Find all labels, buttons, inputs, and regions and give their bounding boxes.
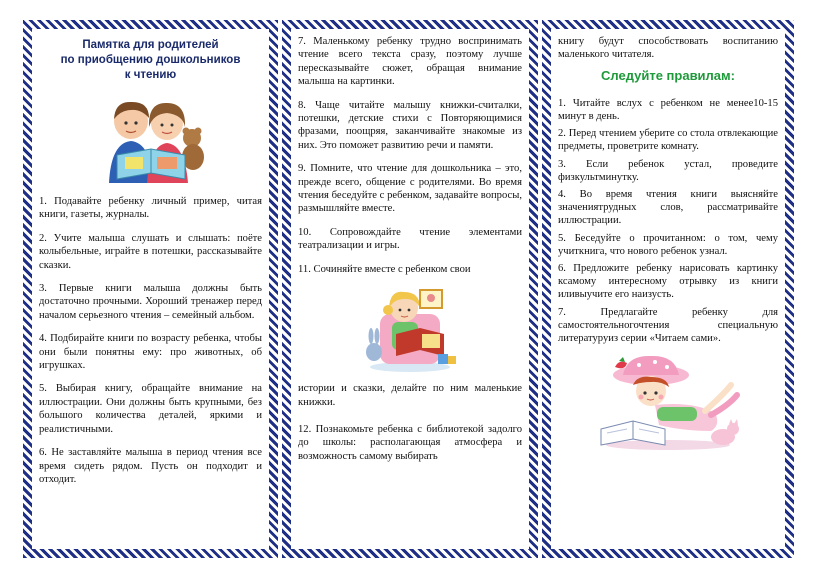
tip-12: 12. Познакомьте ребенка с библиотекой задолго до школы: располагающая атмосфера и возможность самому выбирать bbox=[298, 423, 522, 462]
tip-10: 10. Сопровождайте чтение элементами театрализации и игры. bbox=[298, 226, 522, 252]
tip-6: 6. Не заставляйте малыша в период чтения все время сидеть рядом. Пусть он подходит и отходит. bbox=[39, 447, 262, 485]
tip-2: 2. Учите малыша слушать и слышать: поёте колыбельные, играйте в потешки, рассказывайте сказки. bbox=[39, 232, 262, 271]
girl-with-book-illustration bbox=[360, 284, 460, 372]
children-reading-illustration bbox=[95, 93, 207, 183]
title-line-2: по приобщению дошкольников bbox=[60, 54, 241, 66]
tip-1: 1. Подавайте ребенку личный пример, читая книги, газеты, журналы. bbox=[39, 196, 262, 221]
rules-title: Следуйте правилам: bbox=[601, 67, 735, 83]
tip-8: 8. Чаще читайте малышу книжки-считалки, потешки, детские стихи с Повторяющимися фразами, поощряя, заканчивайте знакомые из них. Это поможет развитию речи и памяти. bbox=[298, 99, 522, 151]
tip-11: 11. Сочиняйте вместе с ребенком свои bbox=[298, 263, 471, 275]
tip-9: 9. Помните, что чтение для дошкольника – это, прежде всего, общение с родителями. Во время чтения беседуйте с ребенком, задавайте вопросы, размышляйте вместе. bbox=[298, 163, 522, 215]
title-line-1: Памятка для родителей bbox=[82, 39, 219, 51]
rule-6: 6. Предложите ребенку нарисовать картинку ксамому интересному отрывку из книги иливыучите его наизусть. bbox=[558, 263, 778, 301]
rule-2: 2. Перед чтением уберите со стола отвлекающие предметы, проветрите комнату. bbox=[558, 128, 778, 153]
rule-3: 3. Если ребенок устал, проведите физкультминутку. bbox=[558, 158, 778, 183]
tip-11-continuation: истории и сказки, делайте по ним маленькие книжки. bbox=[298, 383, 522, 408]
tip-7: 7. Маленькому ребенку трудно воспринимать чтение всего текста сразу, поэтому лучше пересказывайте сюжет, обращая внимание малыша на картинки. bbox=[298, 36, 522, 88]
rule-7: 7. Предлагайте ребенку для самостоятельногочтения специальную литературуиз серии «Читаем сами». bbox=[558, 306, 778, 345]
rule-5: 5. Беседуйте о прочитанном: о том, чему учиткнига, что нового ребенок узнал. bbox=[558, 232, 778, 257]
tip-5: 5. Выбирая книгу, обращайте внимание на иллюстрации. Они должны быть крупными, без большого количества деталей, яркими и реалистичными. bbox=[39, 383, 262, 435]
title-line-3: к чтению bbox=[124, 69, 177, 81]
tip-12-continuation: книгу будут способствовать воспитанию маленького читателя. bbox=[558, 36, 778, 61]
tip-4: 4. Подбирайте книги по возрасту ребенка, чтобы они были понятны ему: про животных, об игрушках. bbox=[39, 333, 262, 372]
panel-right bbox=[542, 20, 794, 558]
brochure-title bbox=[39, 38, 262, 83]
rule-1: 1. Читайте вслух с ребенком не менее10-15 минут в день. bbox=[558, 97, 778, 123]
panel-middle bbox=[282, 20, 538, 558]
tip-3: 3. Первые книги малыша должны быть достаточно прочными. Хороший тренажер перед началом серьезного чтения – семейный альбом. bbox=[39, 283, 262, 321]
strawberry-girl-illustration bbox=[593, 355, 743, 451]
rule-4: 4. Во время чтения книги выясняйте значениятрудных слов, рассматривайте иллюстрации. bbox=[558, 189, 778, 227]
panel-left bbox=[23, 20, 278, 558]
